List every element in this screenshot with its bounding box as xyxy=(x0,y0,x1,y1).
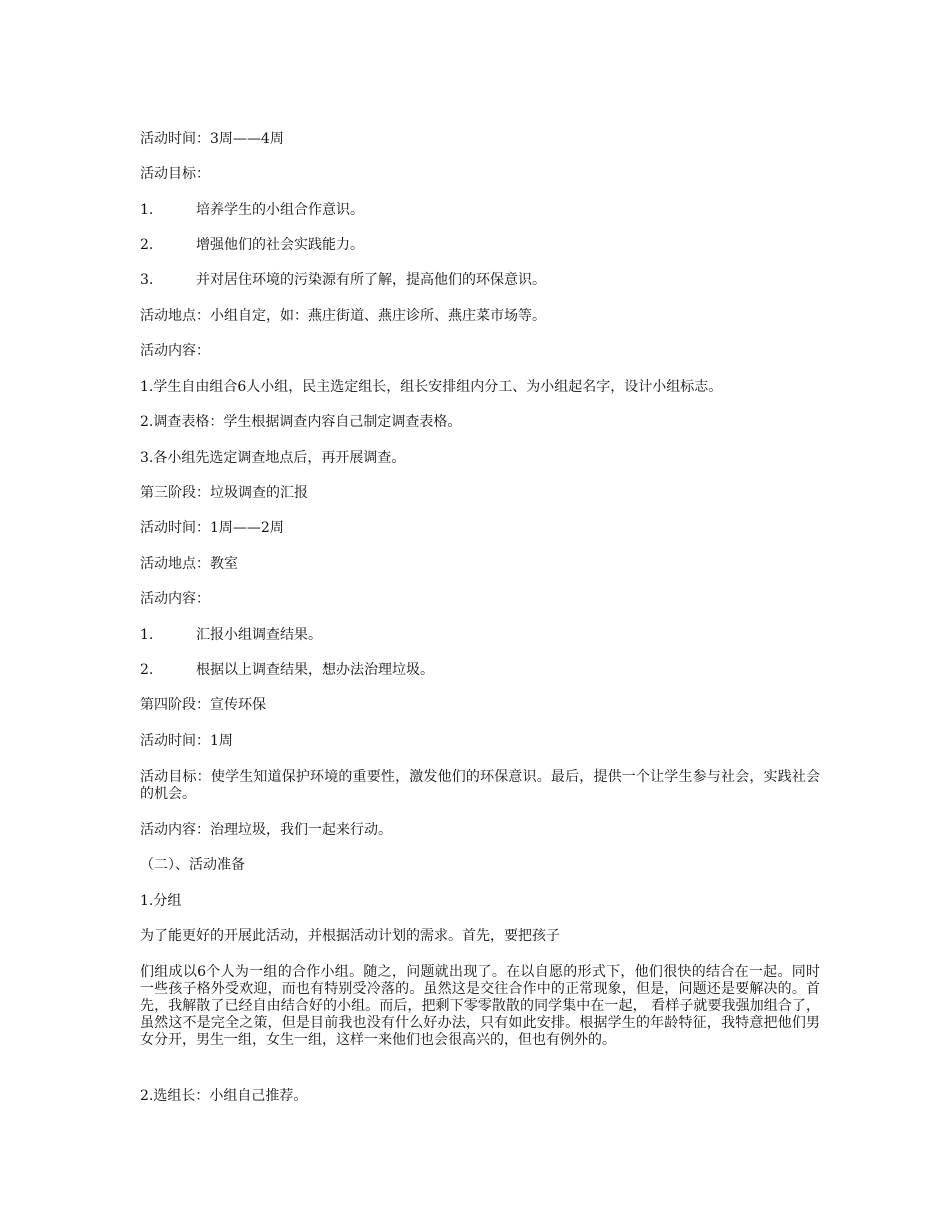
list-number: 1. xyxy=(140,627,154,643)
stage-four-content: 活动内容：治理垃圾，我们一起来行动。 xyxy=(140,822,392,838)
list-item-text: 根据以上调查结果，想办法治理垃圾。 xyxy=(196,662,434,678)
stage-four-heading: 第四阶段：宣传环保 xyxy=(140,697,266,713)
activity-content-heading: 活动内容： xyxy=(140,343,210,359)
activity-time-line: 活动时间：3周——4周 xyxy=(140,131,284,147)
stage-four-time: 活动时间：1周 xyxy=(140,733,233,749)
stage-three-time: 活动时间：1周——2周 xyxy=(140,520,284,536)
list-item-text: 汇报小组调查结果。 xyxy=(196,627,322,643)
goal-item-2 xyxy=(140,237,812,254)
content-item-2: 2.调查表格：学生根据调查内容自己制定调查表格。 xyxy=(140,414,462,430)
list-number: 2. xyxy=(140,662,154,678)
content-item-1: 1.学生自由组合6人小组，民主选定组长，组长安排组内分工、为小组起名字，设计小组标志。 xyxy=(140,379,723,395)
stage-three-location: 活动地点：教室 xyxy=(140,556,238,572)
list-item-text: 培养学生的小组合作意识。 xyxy=(196,202,364,218)
stage-three-content-heading: 活动内容： xyxy=(140,591,210,607)
goal-item-1 xyxy=(140,202,812,219)
list-item-text: 增强他们的社会实践能力。 xyxy=(196,237,364,253)
list-item-text: 并对居住环境的污染源有所了解，提高他们的环保意识。 xyxy=(196,272,546,288)
grouping-heading: 1.分组 xyxy=(140,893,182,909)
content-item-3: 3.各小组先选定调查地点后，再开展调查。 xyxy=(140,450,406,466)
grouping-intro: 为了能更好的开展此活动，并根据活动计划的需求。首先，要把孩子 xyxy=(140,928,560,944)
report-item-1 xyxy=(140,627,812,644)
section-preparation-heading: （二）、活动准备 xyxy=(140,857,245,873)
stage-three-heading: 第三阶段：垃圾调查的汇报 xyxy=(140,485,308,501)
leader-selection-line: 2.选组长：小组自己推荐。 xyxy=(140,1088,308,1104)
list-number: 3. xyxy=(140,272,154,288)
report-item-2 xyxy=(140,662,812,679)
list-number: 2. xyxy=(140,237,154,253)
stage-four-goal: 活动目标：使学生知道保护环境的重要性，激发他们的环保意识。最后，提供一个让学生参与社会，实践社会的机会。 xyxy=(140,769,820,802)
goal-item-3 xyxy=(140,272,812,289)
grouping-paragraph: 们组成以6个人为一组的合作小组。随之，问题就出现了。在以自愿的形式下，他们很快的结合在一起。同时一些孩子格外受欢迎，而也有特别受冷落的。虽然这是交往合作中的正常现象，但是，问题还是要解决的。首先，我解散了已经自由结合好的小组。而后，把剩下零零散散的同学集中在一起， 看样子就要我强加组合了，虽然这不是完全之策，但是目前我也没有什么好办法，只有如此安排。根据学生的年龄特征，我特意把他们男女分开，男生一组，女生一组，这样一来他们也会很高兴的，但也有例外的。 xyxy=(140,964,820,1048)
list-number: 1. xyxy=(140,202,154,218)
activity-location-line: 活动地点：小组自定，如：燕庄街道、燕庄诊所、燕庄菜市场等。 xyxy=(140,308,546,324)
activity-goal-heading: 活动目标： xyxy=(140,166,210,182)
